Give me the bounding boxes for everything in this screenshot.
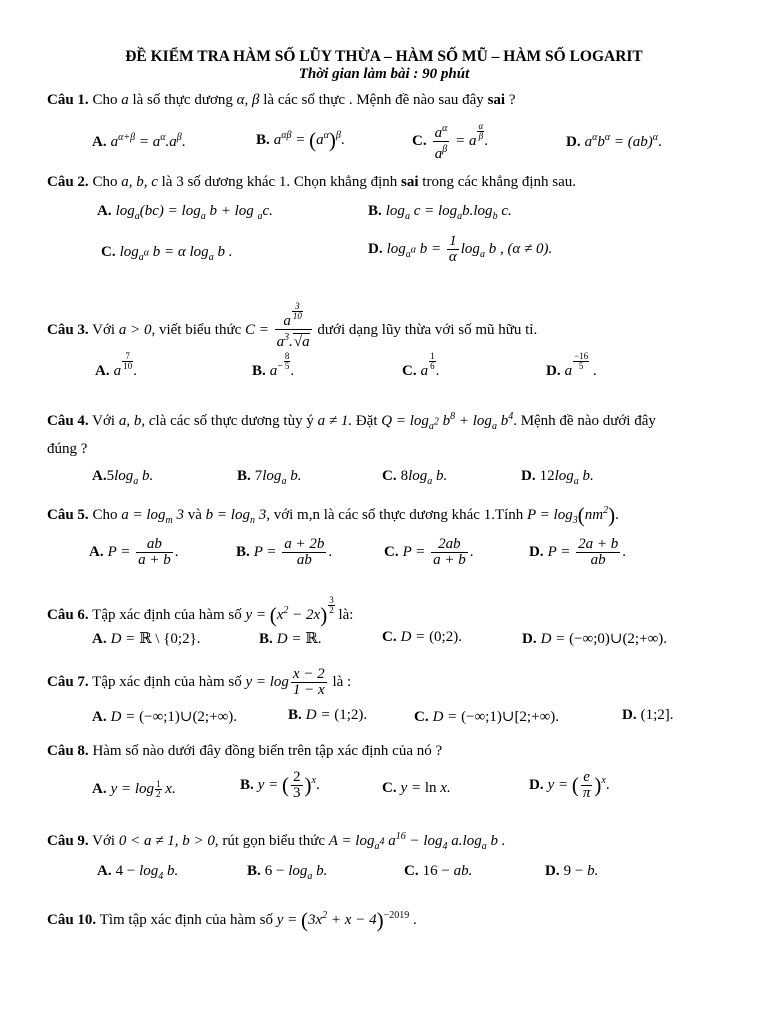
q1-option-b[interactable]: B. $a^{\alpha\beta} = (a^\alpha)^\beta$. xyxy=(256,128,345,152)
q4-option-d[interactable]: D. $12\log_a$ b. xyxy=(521,468,594,487)
q6-option-c[interactable]: C. D = (0;2). xyxy=(382,629,462,645)
q6-option-a[interactable]: A. D = ℝ \ {0;2}. xyxy=(92,631,201,647)
q9-option-d[interactable]: D. 9 − b. xyxy=(545,863,599,879)
q3-option-a[interactable]: A. a $\frac{7}{10}$ . xyxy=(95,351,137,379)
q3-option-c[interactable]: C. a $\frac{1}{6}$ . xyxy=(402,351,440,379)
q1-option-d[interactable]: D. $a^\alpha b^\alpha = (ab)^\alpha$. xyxy=(566,132,662,150)
question-10: Câu 10. Tìm tập xác định của hàm số $y = (3x^2 + x - 4)^{-2019}$ . xyxy=(47,908,417,932)
exam-title: ĐỀ KIỂM TRA HÀM SỐ LŨY THỪA – HÀM SỐ MŨ – HÀM SỐ LOGARIT xyxy=(125,48,643,65)
q1-option-a[interactable]: A. $a^{\alpha+\beta} = a^\alpha.a^\beta$. xyxy=(92,132,186,150)
q2-option-d[interactable]: D. $\log_{a^\alpha} b$ = $\frac{1}{\alpha}$ $\log_a b$ , (α ≠ 0). xyxy=(368,233,553,265)
q8-option-a[interactable]: A. y = log $\frac{1}{2}$ x. xyxy=(92,779,176,799)
question-5: Câu 5. Cho $a = \log_m 3$ và $b = \log_n 3$, với m,n là các số thực dương khác 1.Tính $P = \log_3(nm^2)$. xyxy=(47,503,619,527)
q8-option-d[interactable]: D. y = ( $\frac{e}{\pi}$ )$^x$. xyxy=(529,769,610,801)
q7-option-c[interactable]: C. D = (−∞;1)∪[2;+∞). xyxy=(414,709,560,725)
q3-option-d[interactable]: D. a $\frac{-16}{5}$ . xyxy=(546,351,597,379)
q5-option-d[interactable]: D. P = $\frac{2a + b}{ab}$ . xyxy=(529,536,626,568)
q7-option-a[interactable]: A. D = (−∞;1)∪(2;+∞). xyxy=(92,709,238,725)
q4-option-b[interactable]: B. $7\log_a$ b. xyxy=(237,468,302,487)
question-2: Câu 2. Cho a, b, c là 3 số dương khác 1. Chọn khẳng định sai trong các khẳng định sau. xyxy=(47,174,576,190)
q9-option-c[interactable]: C. 16 − ab. xyxy=(404,863,473,879)
q2-option-c[interactable]: C. $\log_{a^\alpha} b = \alpha$ $\log_a b$ . xyxy=(101,244,233,263)
q7-option-b[interactable]: B. D = (1;2). xyxy=(288,707,368,723)
q8-option-b[interactable]: B. y = ( $\frac{2}{3}$ )$^x$. xyxy=(240,769,320,801)
q7-option-d[interactable]: D. (1;2]. xyxy=(622,707,674,723)
q2-option-b[interactable]: B. $\log_a c = \log_ab.\log_b$ c. xyxy=(368,203,512,222)
question-4-line-2: đúng ? xyxy=(47,441,88,457)
q2-option-a[interactable]: A. $\log_a(bc) = \log_a b + \log _ac$. xyxy=(97,203,273,222)
q4-option-a[interactable]: $A.5\log_a$ b. xyxy=(92,468,154,487)
q6-option-b[interactable]: B. D = ℝ. xyxy=(259,631,322,647)
q5-option-b[interactable]: B. P = $\frac{a + 2b}{ab}$ . xyxy=(236,536,333,568)
q8-option-c[interactable]: C. y = ln x. xyxy=(382,780,451,796)
question-7: Câu 7. Tập xác định của hàm số y = log $\frac{x - 2}{1 - x}$ là : xyxy=(47,666,352,698)
question-9: Câu 9. Với 0 < a ≠ 1, b > 0, rút gọn biểu thức $A = \log_{a^4} a^{16} - \log_4 a.\log_a$ b . xyxy=(47,831,506,852)
q4-option-c[interactable]: C. $8\log_a$ b. xyxy=(382,468,448,487)
q3-option-b[interactable]: B. a− $\frac{8}{5}$ . xyxy=(252,351,295,379)
question-1: Câu 1. Cho a là số thực dương α, β là các số thực . Mệnh đề nào sau đây sai ? xyxy=(47,92,516,108)
question-4: Câu 4. Với a, b, clà các số thực dương tùy ý a ≠ 1. Đặt $Q = \log_{a^2} b^8 + \log_a b^4$. Mệnh đề nào dưới đây xyxy=(47,411,656,432)
q6-option-d[interactable]: D. D = (−∞;0)∪(2;+∞). xyxy=(522,631,668,647)
question-6: Câu 6. Tập xác định của hàm số $y = (x^2 - 2x)$ $\frac{3}{2}$ là: xyxy=(47,595,354,628)
exam-subtitle: Thời gian làm bài : 90 phút xyxy=(298,66,470,82)
q1-option-c[interactable]: C. $\frac{a^\alpha}{a^\beta}$ = a $\frac{\alpha}{\beta}$ . xyxy=(412,120,488,162)
question-3: Câu 3. Với a > 0, viết biểu thức C = a $\frac{3}{10}$ $a^3.√a$ dưới dạng lũy thừa với số mũ hữu tỉ. xyxy=(47,301,538,350)
q9-option-b[interactable]: B. $6 - \log_a b$. xyxy=(247,863,328,882)
q5-option-c[interactable]: C. P = $\frac{2ab}{a + b}$ . xyxy=(384,536,474,568)
q5-option-a[interactable]: A. P = $\frac{ab}{a + b}$ . xyxy=(89,536,179,568)
q9-option-a[interactable]: A. $4 - \log_4 b$. xyxy=(97,863,179,882)
question-8: Câu 8. Hàm số nào dưới đây đồng biến trên tập xác định của nó ? xyxy=(47,743,443,759)
